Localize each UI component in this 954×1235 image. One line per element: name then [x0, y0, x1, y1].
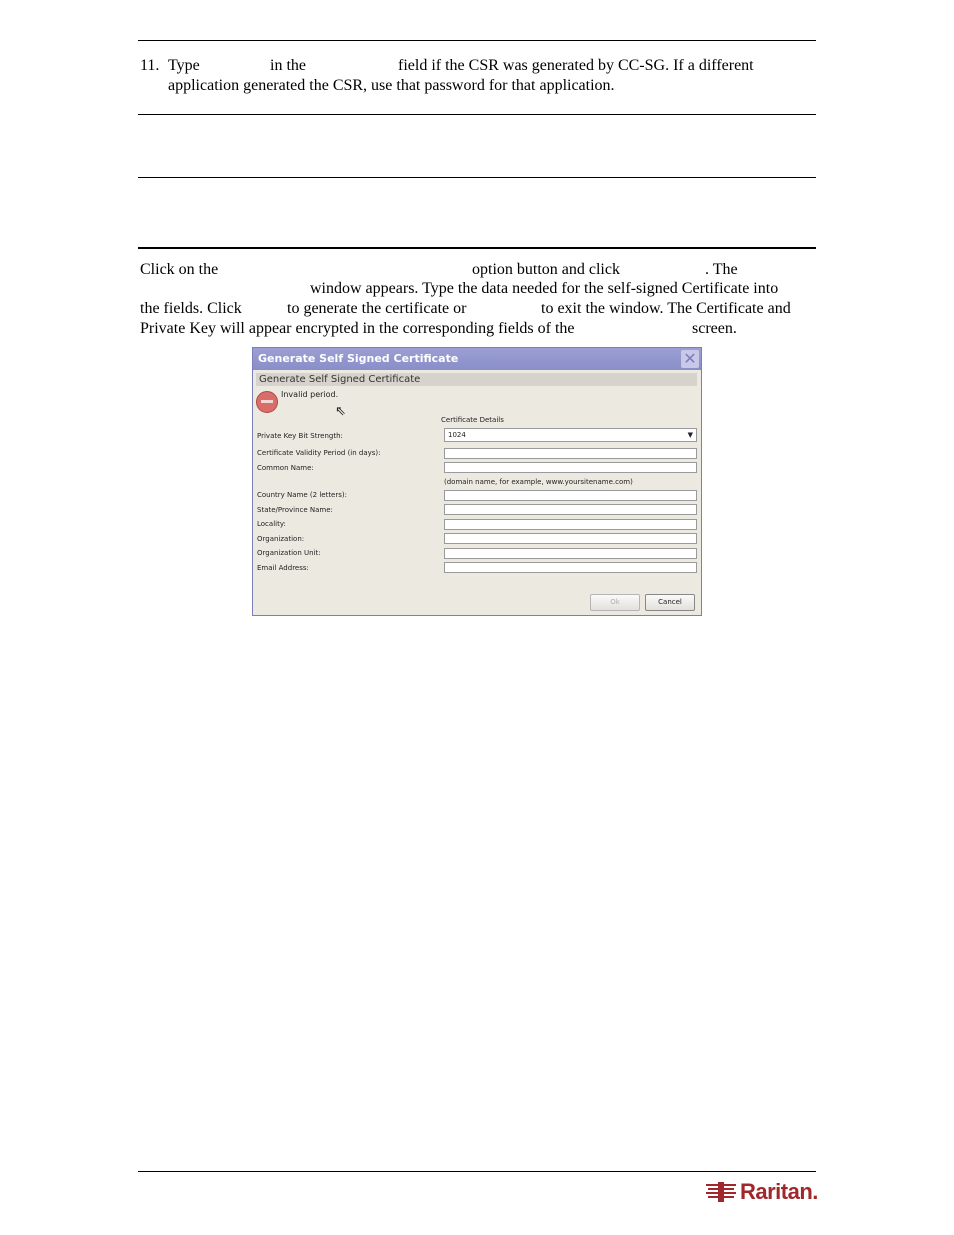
chevron-down-icon: ▼: [687, 431, 693, 439]
rule-3: [138, 177, 816, 178]
para-line1-a: Click on the: [140, 261, 219, 278]
mouse-pointer-icon: ⇖: [335, 404, 346, 419]
common-name-label: Common Name:: [257, 464, 314, 472]
org-unit-label: Organization Unit:: [257, 549, 321, 557]
para-line3-c: to exit the window. The Certificate and: [541, 300, 791, 317]
org-unit-input[interactable]: [444, 548, 697, 559]
locality-input[interactable]: [444, 519, 697, 530]
locality-label: Locality:: [257, 520, 286, 528]
dialog-title: Generate Self Signed Certificate: [258, 352, 459, 365]
section-rule: [138, 247, 816, 249]
step-text-line2: application generated the CSR, use that password for that application.: [168, 77, 615, 94]
step-text-field: field if the CSR was generated by CC-SG. If a different: [398, 57, 754, 74]
top-rule: [138, 40, 816, 41]
step-number: 11.: [140, 57, 160, 74]
para-line4-a: Private Key will appear encrypted in the corresponding fields of the: [140, 320, 575, 337]
email-input[interactable]: [444, 562, 697, 573]
error-message: Invalid period.: [281, 390, 339, 399]
certificate-details-heading: Certificate Details: [441, 416, 504, 424]
footer-rule: [138, 1171, 816, 1172]
self-signed-cert-dialog: [252, 347, 702, 616]
para-line1-c: . The: [705, 261, 738, 278]
raritan-logo: [706, 1178, 818, 1206]
organization-input[interactable]: [444, 533, 697, 544]
raritan-logo-icon: [706, 1182, 736, 1202]
para-line4-b: screen.: [692, 320, 737, 337]
validity-label: Certificate Validity Period (in days):: [257, 449, 381, 457]
logo-text: Raritan.: [740, 1179, 818, 1204]
dialog-titlebar: [253, 348, 701, 370]
para-line2: window appears. Type the data needed for the self-signed Certificate into: [310, 280, 779, 297]
error-stop-icon: [256, 391, 278, 413]
ok-button[interactable]: Ok: [590, 594, 640, 611]
key-strength-select[interactable]: [444, 428, 697, 442]
step-text-type: Type: [168, 57, 200, 74]
step-text-in-the: in the: [270, 57, 306, 74]
cancel-button[interactable]: Cancel: [645, 594, 695, 611]
rule-2: [138, 114, 816, 115]
dialog-subtitle: Generate Self Signed Certificate: [256, 373, 697, 386]
para-line3-b: to generate the certificate or: [287, 300, 467, 317]
para-line3-a: the fields. Click: [140, 300, 242, 317]
state-label: State/Province Name:: [257, 506, 333, 514]
key-strength-value: 1024: [448, 431, 466, 439]
email-label: Email Address:: [257, 564, 309, 572]
organization-label: Organization:: [257, 535, 305, 543]
para-line1-b: option button and click: [472, 261, 620, 278]
validity-input[interactable]: [444, 448, 697, 459]
key-strength-label: Private Key Bit Strength:: [257, 432, 343, 440]
common-name-hint: (domain name, for example, www.yoursitename.com): [444, 478, 633, 486]
country-label: Country Name (2 letters):: [257, 491, 347, 499]
common-name-input[interactable]: [444, 462, 697, 473]
country-input[interactable]: [444, 490, 697, 501]
close-icon[interactable]: ✕: [681, 350, 699, 368]
state-input[interactable]: [444, 504, 697, 515]
